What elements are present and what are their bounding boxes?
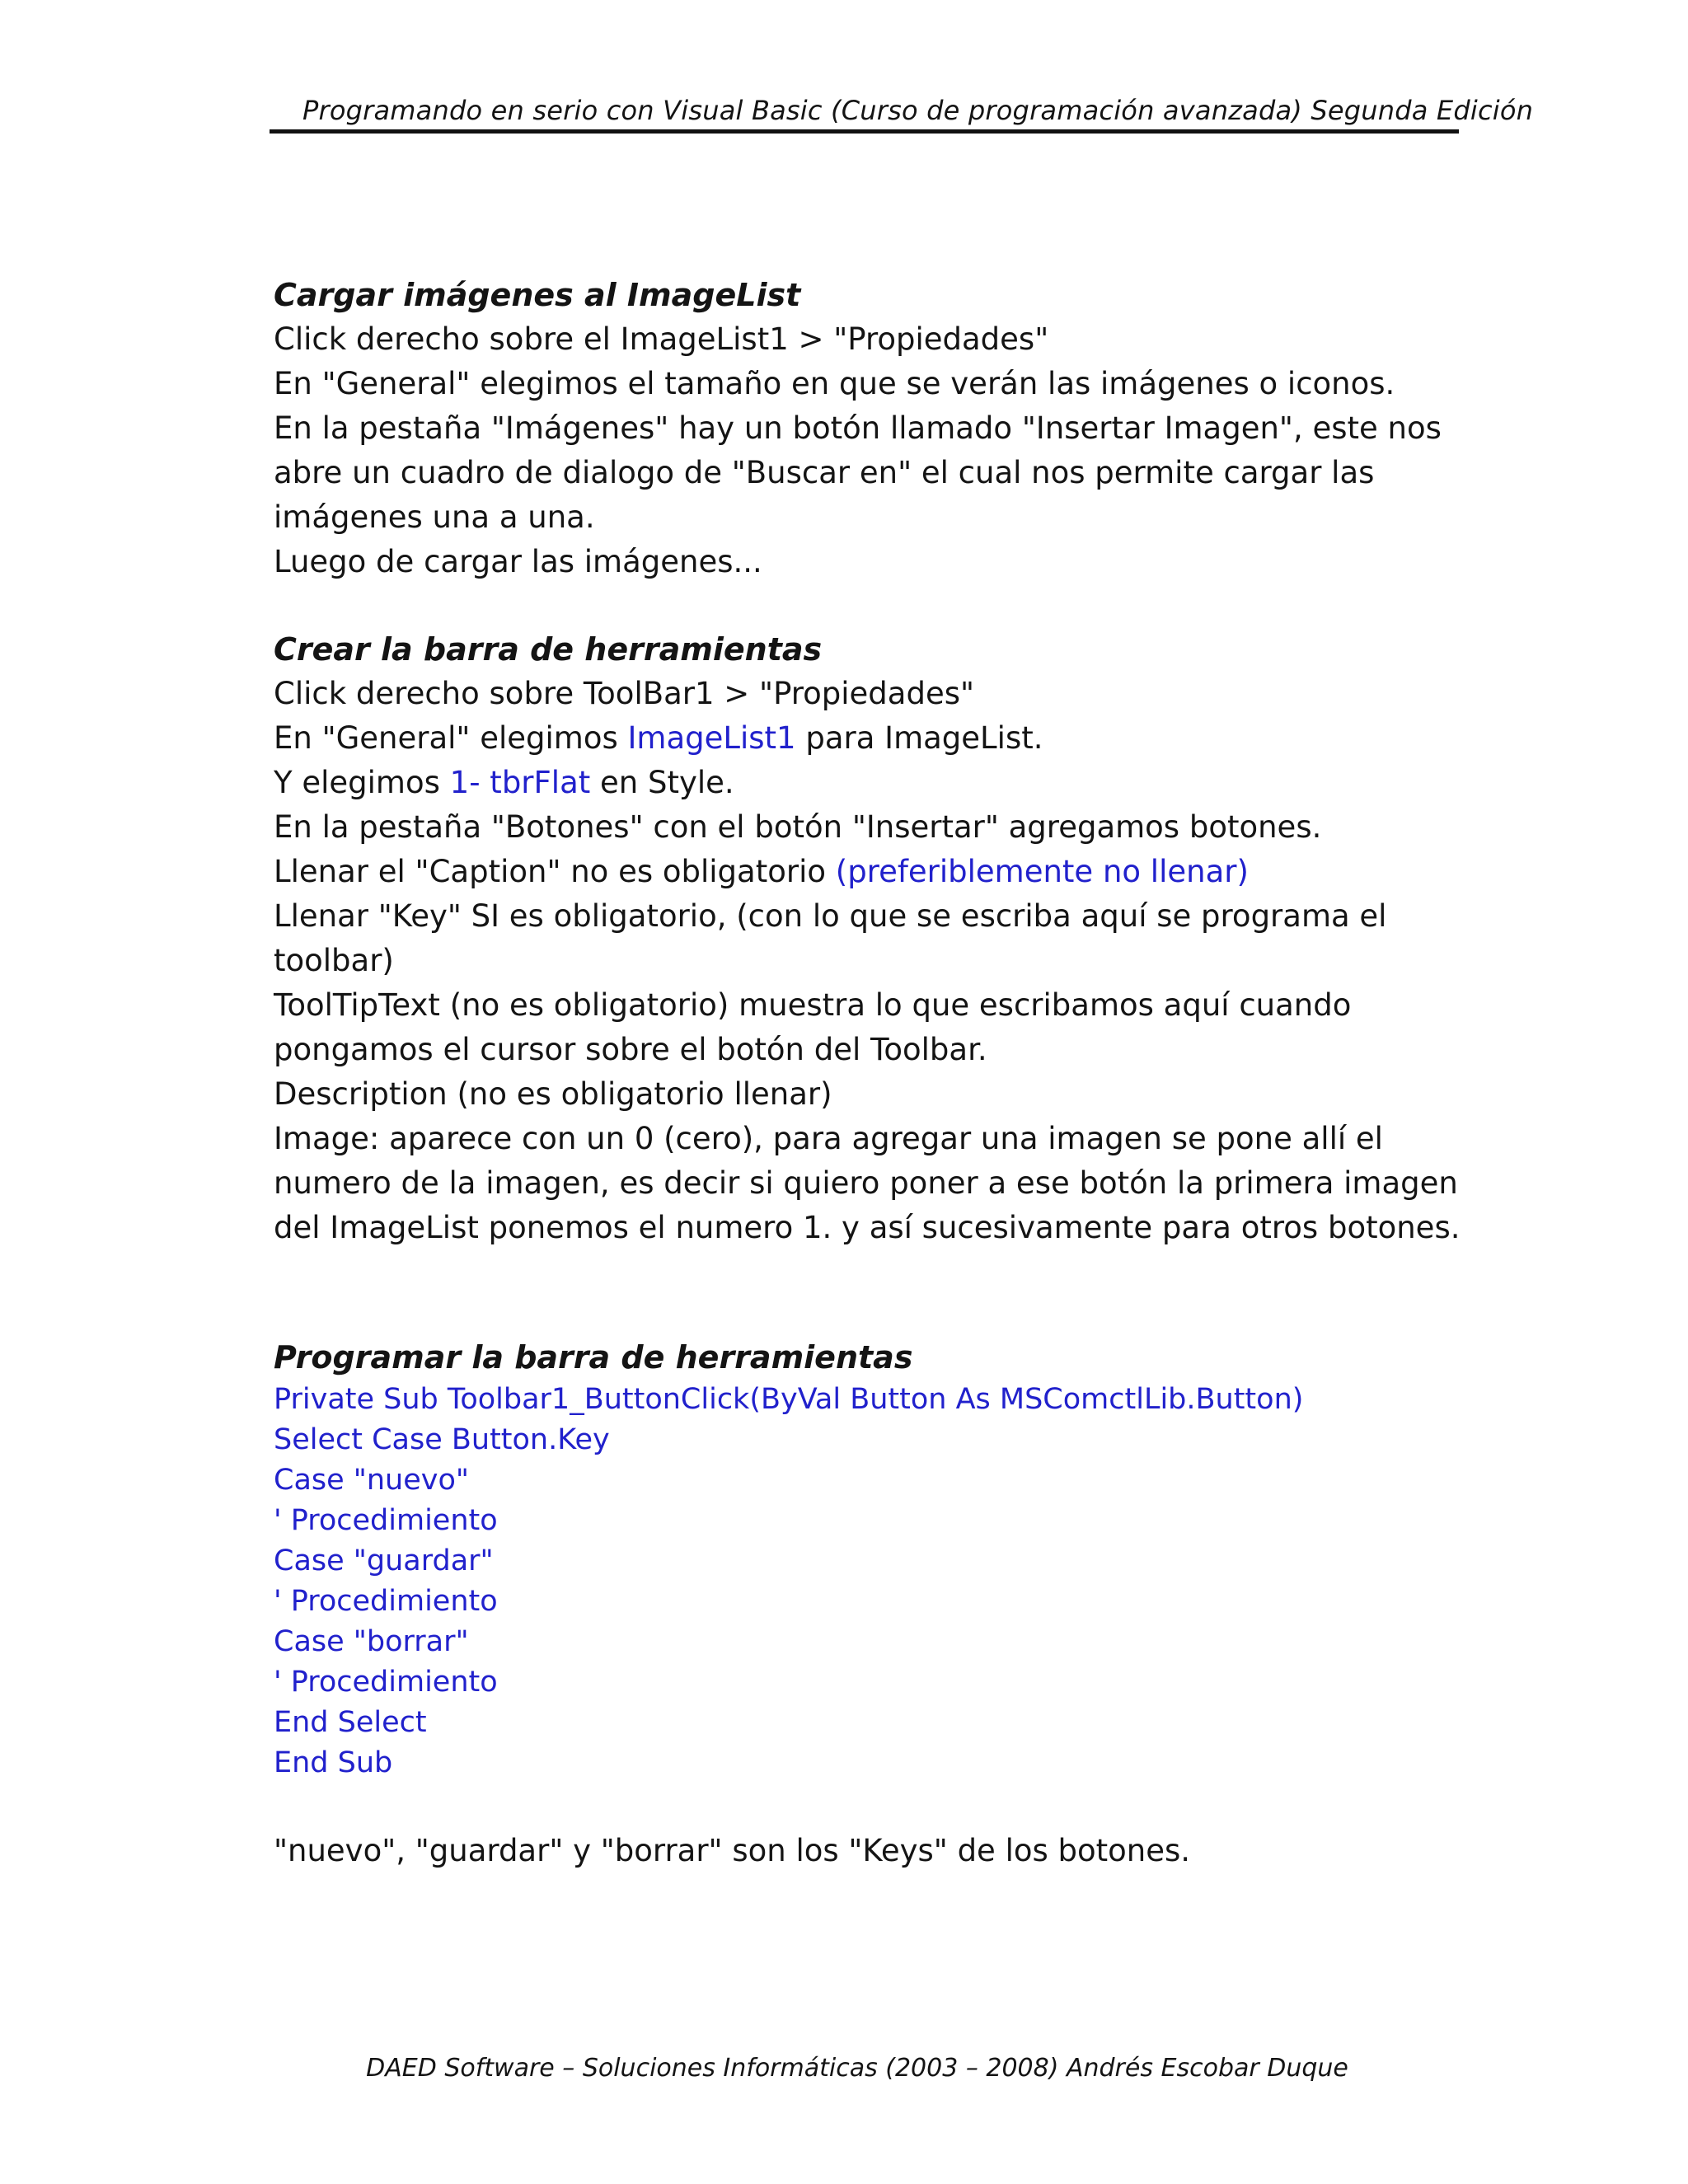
page-header: [270, 92, 1534, 134]
paragraph-line: toolbar): [274, 943, 394, 978]
text-run: Llenar el "Caption" no es obligatorio: [274, 854, 836, 889]
paragraph-line: Description (no es obligatorio llenar): [274, 1076, 832, 1112]
highlighted-note: (preferiblemente no llenar): [835, 854, 1249, 889]
highlighted-term: ImageList1: [627, 720, 796, 756]
section-keys-note: [274, 1829, 1461, 1873]
paragraph-line: Click derecho sobre el ImageList1 > "Propiedades": [274, 321, 1049, 357]
page-footer: [0, 2052, 1688, 2085]
paragraph-line: [274, 716, 1461, 761]
text-run: En "General" elegimos: [274, 720, 628, 756]
text-run: para ImageList.: [795, 720, 1043, 756]
code-line: Select Case Button.Key: [274, 1423, 610, 1456]
section-heading: Cargar imágenes al ImageList: [274, 277, 801, 313]
paragraph-line: Llenar "Key" SI es obligatorio, (con lo que se escriba aquí se programa el: [274, 898, 1387, 934]
section-load-images: [274, 273, 1461, 584]
paragraph-line: ToolTipText (no es obligatorio) muestra lo que escribamos aquí cuando: [274, 987, 1352, 1023]
paragraph-line: Click derecho sobre ToolBar1 > "Propiedades": [274, 676, 975, 711]
code-line: ' Procedimiento: [274, 1585, 498, 1618]
code-line: Case "borrar": [274, 1625, 469, 1658]
highlighted-term: 1- tbrFlat: [449, 765, 591, 800]
paragraph-line: En la pestaña "Botones" con el botón "Insertar" agregamos botones.: [274, 809, 1322, 845]
section-heading: Programar la barra de herramientas: [274, 1339, 913, 1376]
text-run: en Style.: [590, 765, 734, 800]
section-program-toolbar: [274, 1335, 1461, 1783]
code-block: [274, 1380, 1461, 1783]
text-run: Y elegimos: [274, 765, 450, 800]
paragraph-line: En "General" elegimos el tamaño en que se verán las imágenes o iconos.: [274, 366, 1395, 401]
section-heading: Crear la barra de herramientas: [274, 631, 823, 668]
paragraph-line: Image: aparece con un 0 (cero), para agregar una imagen se pone allí el: [274, 1121, 1383, 1156]
keys-note: "nuevo", "guardar" y "borrar" son los "Keys" de los botones.: [274, 1833, 1191, 1868]
code-line: End Sub: [274, 1746, 393, 1779]
paragraph-line: [274, 850, 1461, 894]
code-line: End Select: [274, 1706, 427, 1739]
footer-credits: DAED Software – Soluciones Informáticas (2003 – 2008) Andrés Escobar Duque: [366, 2054, 1348, 2083]
paragraph-line: pongamos el cursor sobre el botón del Toolbar.: [274, 1032, 987, 1067]
code-line: Case "guardar": [274, 1544, 494, 1577]
paragraph-line: del ImageList ponemos el numero 1. y así sucesivamente para otros botones.: [274, 1210, 1461, 1245]
code-line: ' Procedimiento: [274, 1666, 498, 1699]
paragraph-line: numero de la imagen, es decir si quiero poner a ese botón la primera imagen: [274, 1165, 1458, 1201]
code-line: Case "nuevo": [274, 1464, 470, 1497]
paragraph-line: En la pestaña "Imágenes" hay un botón llamado "Insertar Imagen", este nos: [274, 410, 1442, 446]
section-create-toolbar: [274, 627, 1461, 1250]
paragraph-line: [274, 761, 1461, 805]
paragraph-line: imágenes una a una.: [274, 499, 595, 535]
paragraph-line: abre un cuadro de dialogo de "Buscar en" el cual nos permite cargar las: [274, 455, 1375, 490]
header-title: Programando en serio con Visual Basic (Curso de programación avanzada) Segunda Edición: [302, 95, 1534, 126]
code-line: Private Sub Toolbar1_ButtonClick(ByVal Button As MSComctlLib.Button): [274, 1383, 1304, 1416]
paragraph-line: Luego de cargar las imágenes...: [274, 544, 762, 579]
code-line: ' Procedimiento: [274, 1504, 498, 1537]
